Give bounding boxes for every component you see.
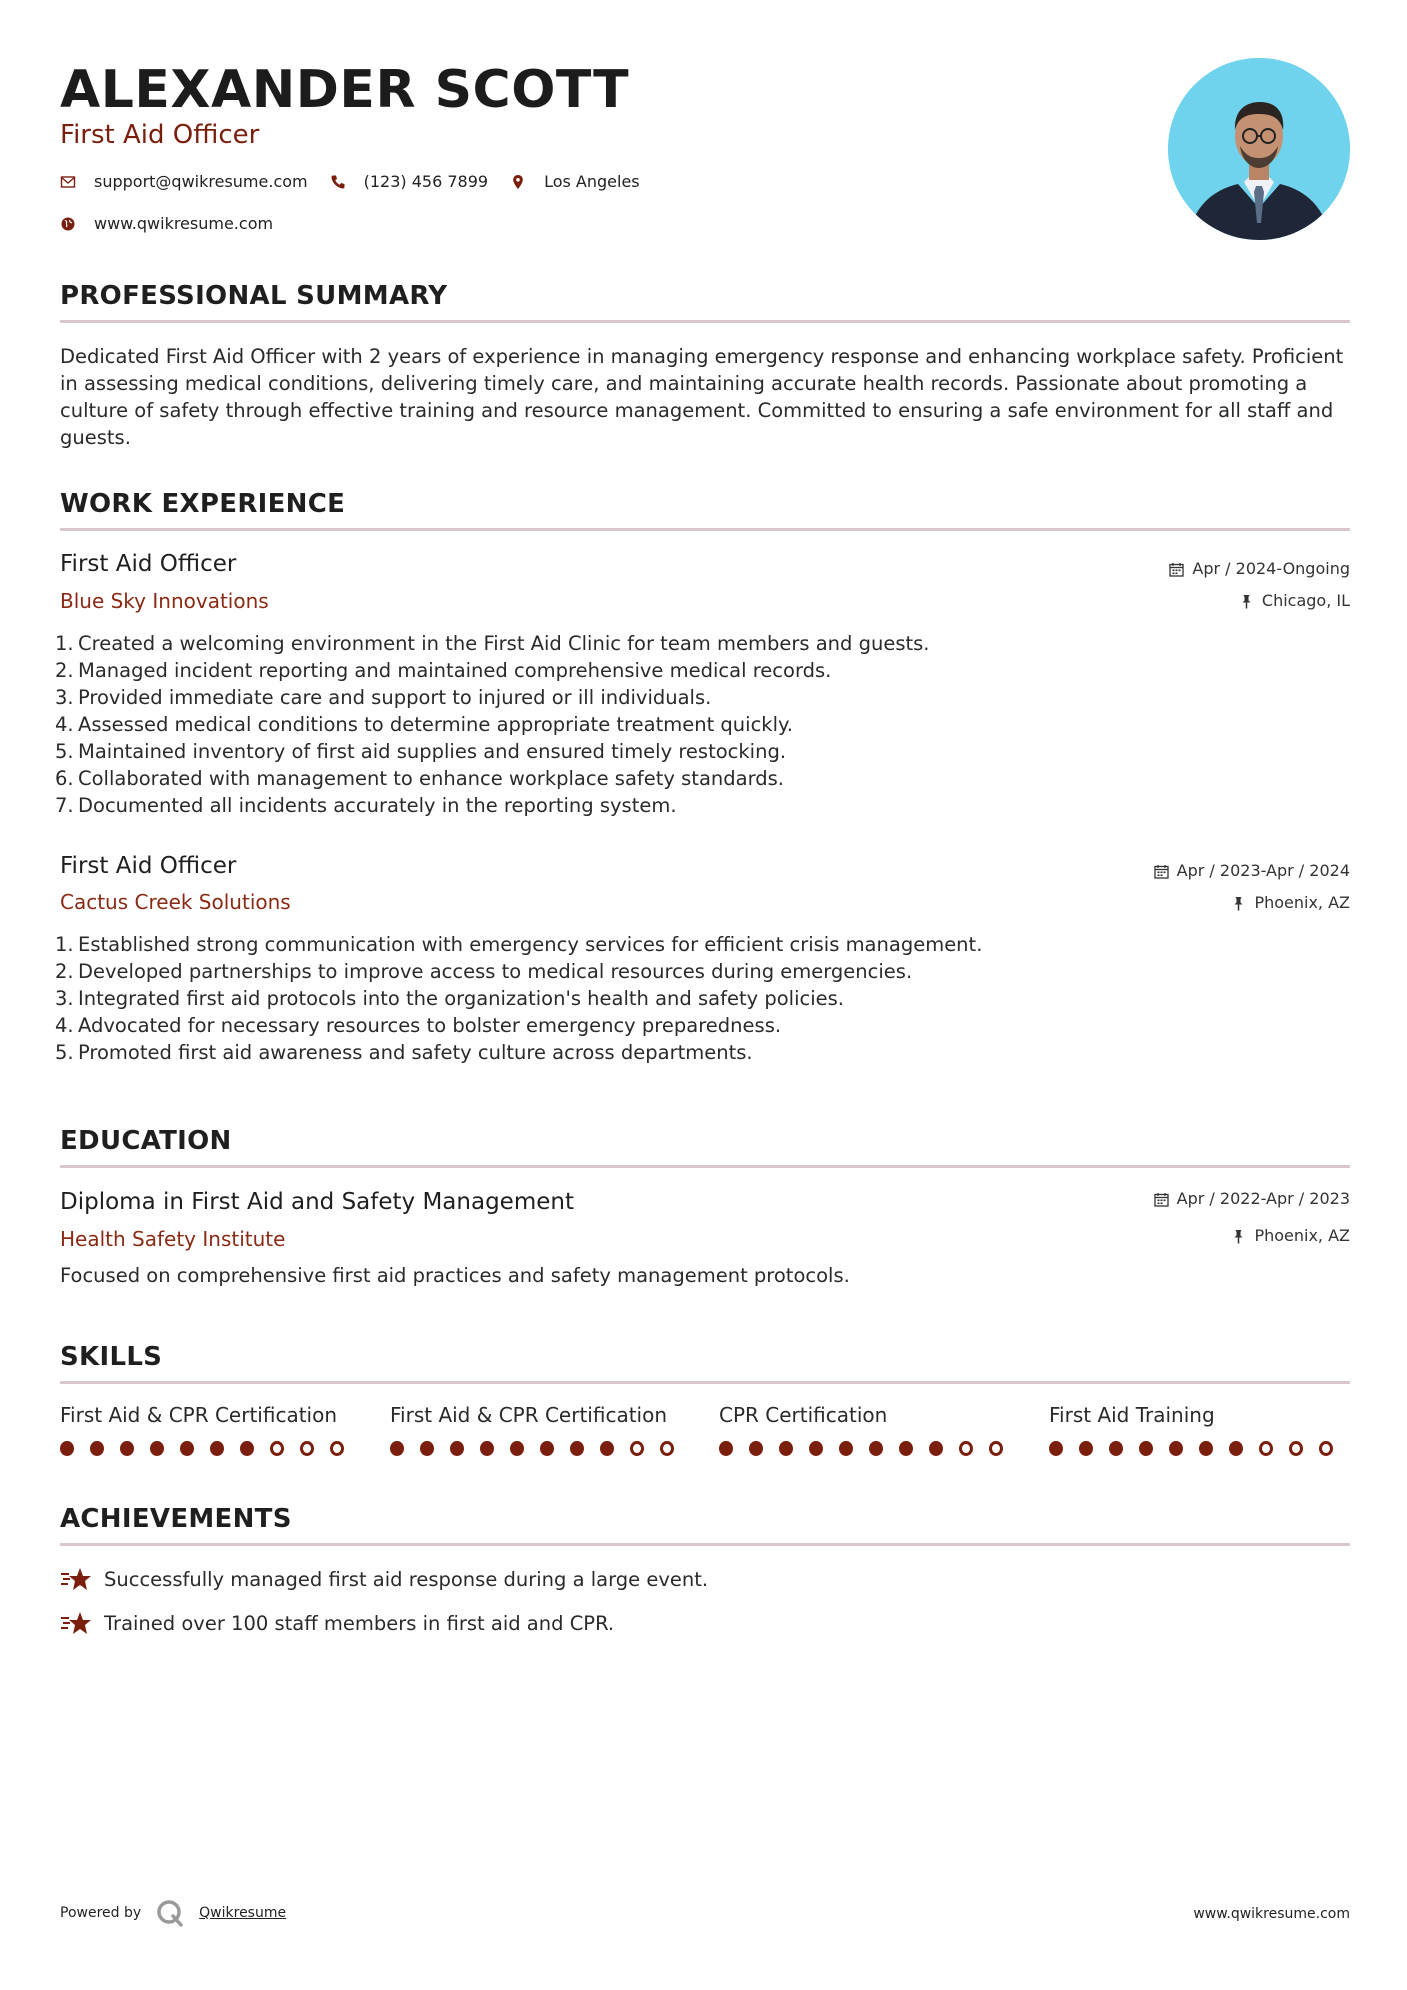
rating-dot-filled <box>1109 1441 1123 1456</box>
achievement-item <box>60 1609 614 1637</box>
phone-icon <box>330 174 346 190</box>
calendar-icon <box>1154 1192 1169 1207</box>
globe-icon <box>60 216 76 232</box>
phone-text: (123) 456 7899 <box>363 172 489 191</box>
rating-dot-filled <box>450 1441 464 1456</box>
rating-dot-filled <box>60 1441 74 1456</box>
school-name: Health Safety Institute <box>60 1227 286 1251</box>
education-dates-text: Apr / 2022-Apr / 2023 <box>1176 1189 1350 1208</box>
avatar <box>1168 58 1350 240</box>
education-dates <box>1154 1188 1350 1210</box>
company-name: Cactus Creek Solutions <box>60 890 291 914</box>
skill-label: First Aid & CPR Certification <box>60 1403 338 1427</box>
rating-dot-filled <box>1079 1441 1093 1456</box>
email-contact[interactable] <box>60 172 308 191</box>
rating-dot-filled <box>809 1441 823 1456</box>
education-heading: EDUCATION <box>60 1126 232 1156</box>
job-dates <box>1154 860 1350 882</box>
qwikresume-link[interactable]: Qwikresume <box>199 1905 287 1921</box>
rating-dot-empty <box>1319 1441 1333 1456</box>
rating-dot-empty <box>959 1441 973 1456</box>
section-divider <box>60 320 1350 323</box>
rating-dot-empty <box>660 1441 674 1456</box>
pushpin-icon <box>1231 1229 1246 1244</box>
skill-rating <box>1049 1441 1349 1456</box>
list-item: 3. Integrated first aid protocols into the organization's health and safety policies. <box>55 987 844 1010</box>
shooting-star-icon <box>60 1565 92 1593</box>
rating-dot-filled <box>749 1441 763 1456</box>
education-description: Focused on comprehensive first aid practices and safety management protocols. <box>60 1264 850 1287</box>
rating-dot-filled <box>600 1441 614 1456</box>
list-item: 1. Established strong communication with emergency services for efficient crisis management. <box>55 933 983 956</box>
location-contact <box>510 172 640 191</box>
section-divider <box>60 1381 1350 1384</box>
rating-dot-filled <box>540 1441 554 1456</box>
rating-dot-empty <box>630 1441 644 1456</box>
experience-heading: WORK EXPERIENCE <box>60 489 346 519</box>
rating-dot-filled <box>570 1441 584 1456</box>
skill-item <box>719 1401 1019 1456</box>
powered-by-label: Powered by <box>60 1905 142 1921</box>
job-dates <box>1169 558 1350 580</box>
list-item: 3. Provided immediate care and support to injured or ill individuals. <box>55 686 712 709</box>
job-location <box>1231 892 1350 914</box>
rating-dot-empty <box>330 1441 344 1456</box>
map-pin-icon <box>510 174 526 190</box>
email-text: support@qwikresume.com <box>94 172 308 191</box>
skill-rating <box>719 1441 1019 1456</box>
candidate-name: ALEXANDER SCOTT <box>60 60 630 120</box>
website-contact[interactable] <box>60 214 273 233</box>
rating-dot-filled <box>1229 1441 1243 1456</box>
job-dates-text: Apr / 2023-Apr / 2024 <box>1176 861 1350 880</box>
contact-row <box>60 172 662 191</box>
location-text: Los Angeles <box>544 172 640 191</box>
rating-dot-filled <box>150 1441 164 1456</box>
pushpin-icon <box>1231 896 1246 911</box>
skill-item <box>390 1401 690 1456</box>
achievement-item <box>60 1565 708 1593</box>
education-location-text: Phoenix, AZ <box>1254 1226 1350 1245</box>
rating-dot-filled <box>420 1441 434 1456</box>
rating-dot-filled <box>839 1441 853 1456</box>
list-item: 5. Maintained inventory of first aid supplies and ensured timely restocking. <box>55 740 787 763</box>
rating-dot-filled <box>510 1441 524 1456</box>
skill-label: CPR Certification <box>719 1403 888 1427</box>
rating-dot-filled <box>240 1441 254 1456</box>
skills-heading: SKILLS <box>60 1342 163 1372</box>
envelope-icon <box>60 174 76 190</box>
phone-contact[interactable] <box>330 172 488 191</box>
list-item: 4. Assessed medical conditions to determine appropriate treatment quickly. <box>55 713 793 736</box>
job-location <box>1239 590 1350 612</box>
job-bullets <box>55 630 1255 819</box>
rating-dot-filled <box>1139 1441 1153 1456</box>
list-item: 4. Advocated for necessary resources to bolster emergency preparedness. <box>55 1014 782 1037</box>
rating-dot-empty <box>1289 1441 1303 1456</box>
rating-dot-empty <box>270 1441 284 1456</box>
rating-dot-empty <box>989 1441 1003 1456</box>
section-divider <box>60 528 1350 531</box>
list-item: 5. Promoted first aid awareness and safety culture across departments. <box>55 1041 753 1064</box>
calendar-icon <box>1154 864 1169 879</box>
list-item: 2. Managed incident reporting and maintained comprehensive medical records. <box>55 659 832 682</box>
rating-dot-filled <box>210 1441 224 1456</box>
company-name: Blue Sky Innovations <box>60 589 269 613</box>
rating-dot-filled <box>120 1441 134 1456</box>
pushpin-icon <box>1239 594 1254 609</box>
rating-dot-filled <box>1169 1441 1183 1456</box>
skill-rating <box>60 1441 360 1456</box>
rating-dot-filled <box>929 1441 943 1456</box>
qwikresume-logo-icon <box>155 1898 185 1928</box>
rating-dot-filled <box>390 1441 404 1456</box>
skill-item <box>60 1401 360 1456</box>
list-item: 1. Created a welcoming environment in the First Aid Clinic for team members and guests. <box>55 632 930 655</box>
job-location-text: Chicago, IL <box>1261 591 1350 610</box>
achievements-heading: ACHIEVEMENTS <box>60 1504 292 1534</box>
list-item: 7. Documented all incidents accurately in the reporting system. <box>55 794 677 817</box>
job-dates-text: Apr / 2024-Ongoing <box>1192 559 1350 578</box>
portrait-image <box>1168 58 1350 240</box>
skill-label: First Aid & CPR Certification <box>390 1403 668 1427</box>
section-divider <box>60 1543 1350 1546</box>
skill-item <box>1049 1401 1349 1456</box>
rating-dot-filled <box>1199 1441 1213 1456</box>
achievement-text: Trained over 100 staff members in first aid and CPR. <box>104 1611 615 1635</box>
list-item: 6. Collaborated with management to enhance workplace safety standards. <box>55 767 784 790</box>
rating-dot-filled <box>480 1441 494 1456</box>
rating-dot-filled <box>899 1441 913 1456</box>
rating-dot-filled <box>779 1441 793 1456</box>
website-text: www.qwikresume.com <box>94 214 274 233</box>
footer-website[interactable]: www.qwikresume.com <box>1193 1906 1350 1922</box>
rating-dot-filled <box>869 1441 883 1456</box>
summary-heading: PROFESSIONAL SUMMARY <box>60 281 448 311</box>
achievement-text: Successfully managed first aid response during a large event. <box>104 1567 709 1591</box>
rating-dot-filled <box>180 1441 194 1456</box>
rating-dot-empty <box>1259 1441 1273 1456</box>
list-item: 2. Developed partnerships to improve access to medical resources during emergencies. <box>55 960 913 983</box>
education-location <box>1231 1225 1350 1247</box>
shooting-star-icon <box>60 1609 92 1637</box>
skill-label: First Aid Training <box>1049 1403 1215 1427</box>
rating-dot-empty <box>300 1441 314 1456</box>
contact-row-website <box>60 214 295 233</box>
job-location-text: Phoenix, AZ <box>1254 893 1350 912</box>
rating-dot-filled <box>1049 1441 1063 1456</box>
degree-title: Diploma in First Aid and Safety Management <box>60 1189 574 1215</box>
section-divider <box>60 1165 1350 1168</box>
rating-dot-filled <box>90 1441 104 1456</box>
rating-dot-filled <box>719 1441 733 1456</box>
candidate-role: First Aid Officer <box>60 120 260 150</box>
summary-text: Dedicated First Aid Officer with 2 years of experience in managing emergency response and enhancing workplace safety. Proficient in assessing medical conditions, delivering timely care, and maintaining accurate health records. Passionate about promoting a culture of safety through effective training and resource management. Committed to ensuring a safe environment for all staff and guests. <box>60 345 1344 449</box>
footer-powered-by <box>60 1898 286 1928</box>
job-title: First Aid Officer <box>60 551 237 577</box>
job-title: First Aid Officer <box>60 853 237 879</box>
job-bullets <box>55 931 1255 1066</box>
skill-rating <box>390 1441 690 1456</box>
calendar-icon <box>1169 562 1184 577</box>
